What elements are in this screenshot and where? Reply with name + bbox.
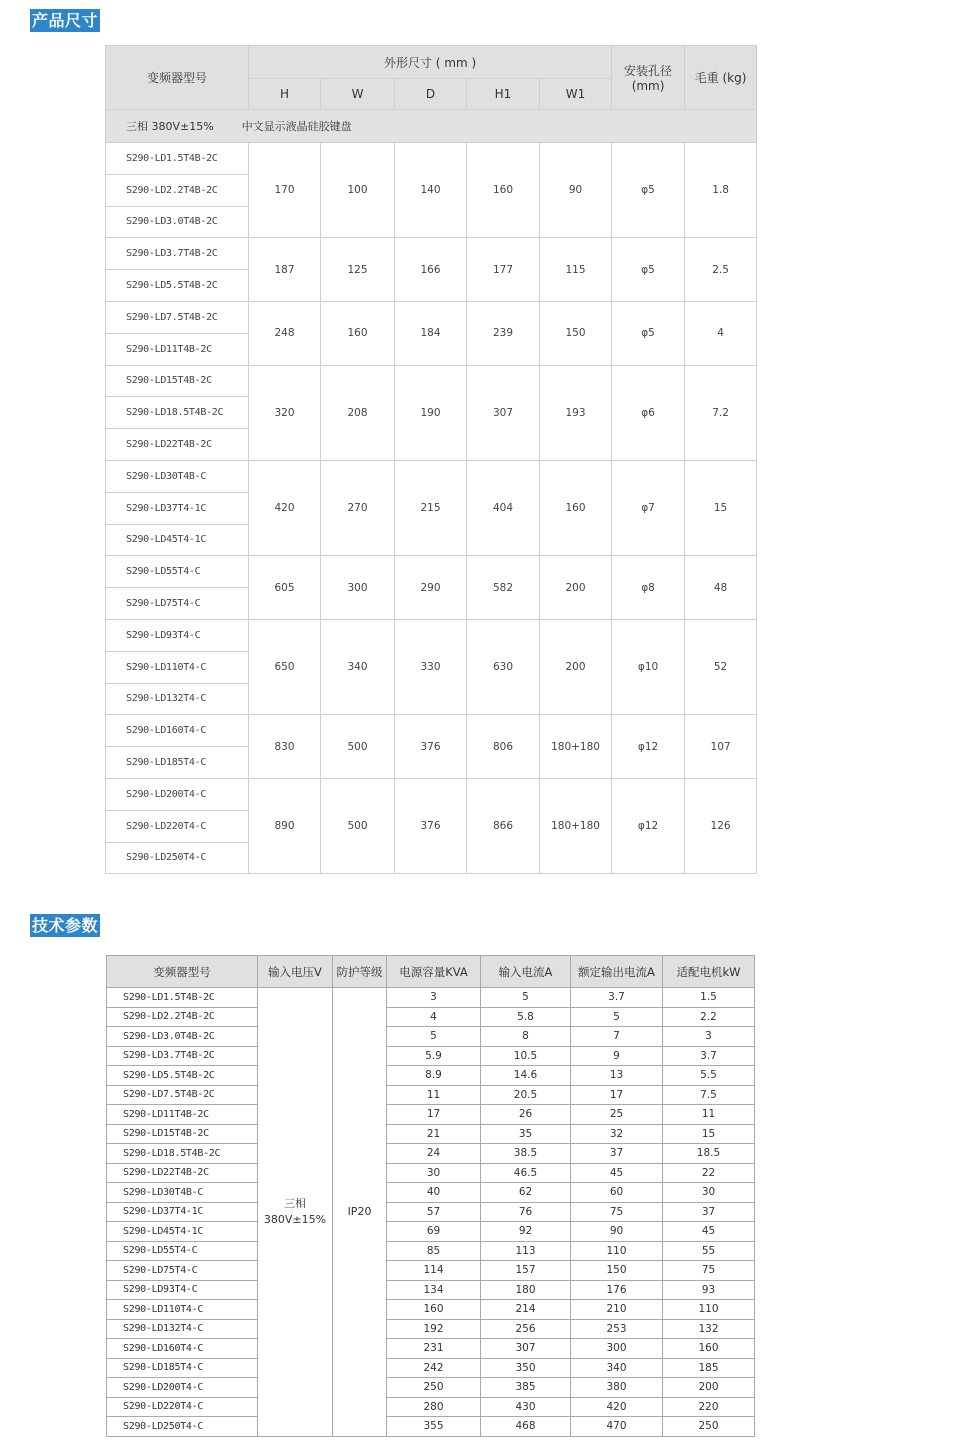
motor-kw-cell: 11 (663, 1105, 755, 1125)
kva-cell: 4 (387, 1007, 481, 1027)
model-cell: S290-LD1.5T4B-2C (107, 988, 258, 1008)
table-row (107, 1105, 755, 1125)
table-row (106, 460, 757, 492)
table-row (107, 1085, 755, 1105)
dim-h-cell: 248 (249, 301, 321, 365)
header-dim-w1: W1 (540, 79, 612, 110)
kva-cell: 30 (387, 1163, 481, 1183)
table-row (107, 1066, 755, 1086)
dim-h1-cell: 239 (467, 301, 540, 365)
kva-cell: 5 (387, 1027, 481, 1047)
dim-h1-cell: 160 (467, 143, 540, 238)
model-cell: S290-LD3.0T4B-2C (106, 206, 249, 238)
model-cell: S290-LD2.2T4B-2C (107, 1007, 258, 1027)
section-title-tech-params: 技术参数 (32, 916, 99, 935)
output-current-cell: 17 (571, 1085, 663, 1105)
input-current-cell: 214 (481, 1300, 571, 1320)
ip-cell: IP20 (333, 988, 387, 1437)
model-cell: S290-LD3.7T4B-2C (106, 238, 249, 270)
table-row (107, 1241, 755, 1261)
motor-kw-cell: 200 (663, 1378, 755, 1398)
table-row (106, 143, 757, 175)
kva-cell: 11 (387, 1085, 481, 1105)
model-cell: S290-LD22T4B-2C (107, 1163, 258, 1183)
tech-header-kva: 电源容量KVA (387, 956, 481, 988)
motor-kw-cell: 110 (663, 1300, 755, 1320)
dim-h-cell: 830 (249, 715, 321, 779)
model-cell: S290-LD30T4B-C (107, 1183, 258, 1203)
input-current-cell: 5 (481, 988, 571, 1008)
dim-w1-cell: 200 (540, 556, 612, 620)
input-current-cell: 62 (481, 1183, 571, 1203)
output-current-cell: 380 (571, 1378, 663, 1398)
output-current-cell: 75 (571, 1202, 663, 1222)
series-desc: 中文显示液晶硅胶键盘 (241, 120, 352, 133)
header-hole (612, 46, 685, 110)
header-dim-h: H (249, 79, 321, 110)
output-current-cell: 7 (571, 1027, 663, 1047)
dim-d-cell: 215 (395, 460, 467, 555)
table-row (107, 1163, 755, 1183)
table-row (106, 556, 757, 588)
dimensions-table (105, 45, 757, 874)
table-row (107, 1124, 755, 1144)
kva-cell: 114 (387, 1261, 481, 1281)
model-cell: S290-LD5.5T4B-2C (106, 270, 249, 302)
model-cell: S290-LD18.5T4B-2C (107, 1144, 258, 1164)
model-cell: S290-LD3.7T4B-2C (107, 1046, 258, 1066)
dim-d-cell: 140 (395, 143, 467, 238)
table-row (106, 715, 757, 747)
weight-cell: 126 (685, 778, 757, 873)
motor-kw-cell: 160 (663, 1339, 755, 1359)
motor-kw-cell: 22 (663, 1163, 755, 1183)
hole-cell: φ5 (612, 143, 685, 238)
hole-cell: φ12 (612, 778, 685, 873)
tech-header-motor-kw: 适配电机kW (663, 956, 755, 988)
motor-kw-cell: 2.2 (663, 1007, 755, 1027)
kva-cell: 8.9 (387, 1066, 481, 1086)
kva-cell: 85 (387, 1241, 481, 1261)
kva-cell: 192 (387, 1319, 481, 1339)
model-cell: S290-LD132T4-C (106, 683, 249, 715)
table-row (107, 1300, 755, 1320)
model-cell: S290-LD5.5T4B-2C (107, 1066, 258, 1086)
kva-cell: 355 (387, 1417, 481, 1437)
output-current-cell: 210 (571, 1300, 663, 1320)
hole-cell: φ12 (612, 715, 685, 779)
kva-cell: 57 (387, 1202, 481, 1222)
model-cell: S290-LD200T4-C (106, 778, 249, 810)
kva-cell: 280 (387, 1397, 481, 1417)
input-current-cell: 430 (481, 1397, 571, 1417)
dim-w1-cell: 90 (540, 143, 612, 238)
dim-d-cell: 184 (395, 301, 467, 365)
table-row (106, 238, 757, 270)
output-current-cell: 32 (571, 1124, 663, 1144)
table-row (107, 1417, 755, 1437)
dim-d-cell: 290 (395, 556, 467, 620)
model-cell: S290-LD55T4-C (107, 1241, 258, 1261)
model-cell: S290-LD37T4-1C (107, 1202, 258, 1222)
table-row (107, 1007, 755, 1027)
input-current-cell: 256 (481, 1319, 571, 1339)
hole-cell: φ6 (612, 365, 685, 460)
model-cell: S290-LD250T4-C (106, 842, 249, 874)
dim-w-cell: 160 (321, 301, 395, 365)
tech-header-input-current: 输入电流A (481, 956, 571, 988)
header-model: 变频器型号 (106, 46, 249, 110)
input-current-cell: 307 (481, 1339, 571, 1359)
output-current-cell: 110 (571, 1241, 663, 1261)
weight-cell: 107 (685, 715, 757, 779)
weight-cell: 15 (685, 460, 757, 555)
dim-w-cell: 300 (321, 556, 395, 620)
table-row (107, 1397, 755, 1417)
table-row (107, 1358, 755, 1378)
model-cell: S290-LD75T4-C (106, 588, 249, 620)
output-current-cell: 90 (571, 1222, 663, 1242)
dim-h1-cell: 582 (467, 556, 540, 620)
model-cell: S290-LD110T4-C (106, 651, 249, 683)
kva-cell: 3 (387, 988, 481, 1008)
model-cell: S290-LD220T4-C (107, 1397, 258, 1417)
tech-header-model: 变频器型号 (107, 956, 258, 988)
table-row (107, 988, 755, 1008)
model-cell: S290-LD22T4B-2C (106, 429, 249, 461)
dim-h1-cell: 404 (467, 460, 540, 555)
input-current-cell: 468 (481, 1417, 571, 1437)
tech-header-output-current: 额定输出电流A (571, 956, 663, 988)
motor-kw-cell: 3 (663, 1027, 755, 1047)
kva-cell: 21 (387, 1124, 481, 1144)
table-row (106, 778, 757, 810)
table-row (107, 1280, 755, 1300)
model-cell: S290-LD45T4-1C (107, 1222, 258, 1242)
output-current-cell: 420 (571, 1397, 663, 1417)
dim-w-cell: 500 (321, 778, 395, 873)
model-cell: S290-LD93T4-C (106, 619, 249, 651)
weight-cell: 4 (685, 301, 757, 365)
model-cell: S290-LD200T4-C (107, 1378, 258, 1398)
weight-cell: 7.2 (685, 365, 757, 460)
motor-kw-cell: 18.5 (663, 1144, 755, 1164)
table-row (106, 619, 757, 651)
output-current-cell: 3.7 (571, 988, 663, 1008)
dim-w-cell: 270 (321, 460, 395, 555)
table-row (107, 1202, 755, 1222)
model-cell: S290-LD45T4-1C (106, 524, 249, 556)
weight-cell: 2.5 (685, 238, 757, 302)
dim-w1-cell: 180+180 (540, 715, 612, 779)
dim-h-cell: 170 (249, 143, 321, 238)
model-cell: S290-LD15T4B-2C (107, 1124, 258, 1144)
tech-header-ip: 防护等级 (333, 956, 387, 988)
output-current-cell: 25 (571, 1105, 663, 1125)
input-current-cell: 157 (481, 1261, 571, 1281)
dim-w-cell: 100 (321, 143, 395, 238)
hole-cell: φ10 (612, 619, 685, 714)
weight-cell: 1.8 (685, 143, 757, 238)
voltage-range: 380V±15% (263, 1212, 327, 1226)
dim-w1-cell: 180+180 (540, 778, 612, 873)
dim-h1-cell: 307 (467, 365, 540, 460)
table-row (107, 1378, 755, 1398)
model-cell: S290-LD110T4-C (107, 1300, 258, 1320)
dim-h-cell: 320 (249, 365, 321, 460)
input-current-cell: 38.5 (481, 1144, 571, 1164)
output-current-cell: 9 (571, 1046, 663, 1066)
dim-h-cell: 605 (249, 556, 321, 620)
dim-h1-cell: 866 (467, 778, 540, 873)
table-row (107, 1046, 755, 1066)
motor-kw-cell: 1.5 (663, 988, 755, 1008)
model-cell: S290-LD93T4-C (107, 1280, 258, 1300)
model-cell: S290-LD75T4-C (107, 1261, 258, 1281)
motor-kw-cell: 5.5 (663, 1066, 755, 1086)
dim-d-cell: 190 (395, 365, 467, 460)
model-cell: S290-LD1.5T4B-2C (106, 143, 249, 175)
series-phase: 三相 380V±15% (126, 120, 214, 133)
table-row (106, 365, 757, 397)
input-current-cell: 35 (481, 1124, 571, 1144)
input-current-cell: 5.8 (481, 1007, 571, 1027)
motor-kw-cell: 250 (663, 1417, 755, 1437)
section-title-dimensions: 产品尺寸 (32, 11, 99, 30)
output-current-cell: 37 (571, 1144, 663, 1164)
dim-w1-cell: 193 (540, 365, 612, 460)
input-current-cell: 8 (481, 1027, 571, 1047)
table-row (107, 1339, 755, 1359)
motor-kw-cell: 75 (663, 1261, 755, 1281)
dim-w1-cell: 115 (540, 238, 612, 302)
output-current-cell: 13 (571, 1066, 663, 1086)
input-current-cell: 46.5 (481, 1163, 571, 1183)
model-cell: S290-LD132T4-C (107, 1319, 258, 1339)
output-current-cell: 470 (571, 1417, 663, 1437)
weight-cell: 48 (685, 556, 757, 620)
dim-h1-cell: 806 (467, 715, 540, 779)
motor-kw-cell: 3.7 (663, 1046, 755, 1066)
dim-w1-cell: 200 (540, 619, 612, 714)
dim-h1-cell: 630 (467, 619, 540, 714)
header-dim-h1: H1 (467, 79, 540, 110)
header-dimensions: 外形尺寸 ( mm ) (249, 46, 612, 79)
series-row (106, 110, 757, 143)
model-cell: S290-LD185T4-C (107, 1358, 258, 1378)
dim-d-cell: 376 (395, 715, 467, 779)
kva-cell: 5.9 (387, 1046, 481, 1066)
dim-w1-cell: 160 (540, 460, 612, 555)
input-current-cell: 10.5 (481, 1046, 571, 1066)
weight-cell: 52 (685, 619, 757, 714)
dim-h1-cell: 177 (467, 238, 540, 302)
kva-cell: 242 (387, 1358, 481, 1378)
model-cell: S290-LD220T4-C (106, 810, 249, 842)
table-row (107, 1183, 755, 1203)
output-current-cell: 340 (571, 1358, 663, 1378)
model-cell: S290-LD7.5T4B-2C (107, 1085, 258, 1105)
model-cell: S290-LD30T4B-C (106, 460, 249, 492)
model-cell: S290-LD7.5T4B-2C (106, 301, 249, 333)
input-current-cell: 20.5 (481, 1085, 571, 1105)
header-dim-w: W (321, 79, 395, 110)
table-row (107, 1027, 755, 1047)
table-row (106, 301, 757, 333)
output-current-cell: 5 (571, 1007, 663, 1027)
header-hole-unit: (mm) (631, 79, 665, 93)
motor-kw-cell: 185 (663, 1358, 755, 1378)
kva-cell: 134 (387, 1280, 481, 1300)
table-row (107, 1144, 755, 1164)
dim-h-cell: 890 (249, 778, 321, 873)
model-cell: S290-LD2.2T4B-2C (106, 174, 249, 206)
model-cell: S290-LD185T4-C (106, 747, 249, 779)
output-current-cell: 45 (571, 1163, 663, 1183)
input-current-cell: 76 (481, 1202, 571, 1222)
header-hole-label: 安装孔径 (624, 64, 673, 78)
output-current-cell: 300 (571, 1339, 663, 1359)
hole-cell: φ7 (612, 460, 685, 555)
motor-kw-cell: 93 (663, 1280, 755, 1300)
output-current-cell: 176 (571, 1280, 663, 1300)
motor-kw-cell: 132 (663, 1319, 755, 1339)
model-cell: S290-LD15T4B-2C (106, 365, 249, 397)
dim-h-cell: 650 (249, 619, 321, 714)
hole-cell: φ5 (612, 238, 685, 302)
voltage-phase: 三相 (284, 1196, 306, 1210)
table-row (107, 1222, 755, 1242)
kva-cell: 160 (387, 1300, 481, 1320)
dim-w-cell: 500 (321, 715, 395, 779)
model-cell: S290-LD11T4B-2C (106, 333, 249, 365)
kva-cell: 69 (387, 1222, 481, 1242)
model-cell: S290-LD3.0T4B-2C (107, 1027, 258, 1047)
table-row (107, 1261, 755, 1281)
kva-cell: 17 (387, 1105, 481, 1125)
motor-kw-cell: 45 (663, 1222, 755, 1242)
input-current-cell: 385 (481, 1378, 571, 1398)
input-current-cell: 14.6 (481, 1066, 571, 1086)
dim-w1-cell: 150 (540, 301, 612, 365)
header-weight: 毛重 (kg) (685, 46, 757, 110)
hole-cell: φ8 (612, 556, 685, 620)
dim-h-cell: 420 (249, 460, 321, 555)
motor-kw-cell: 55 (663, 1241, 755, 1261)
dim-w-cell: 208 (321, 365, 395, 460)
model-cell: S290-LD55T4-C (106, 556, 249, 588)
dim-d-cell: 330 (395, 619, 467, 714)
model-cell: S290-LD37T4-1C (106, 492, 249, 524)
output-current-cell: 150 (571, 1261, 663, 1281)
model-cell: S290-LD160T4-C (106, 715, 249, 747)
input-current-cell: 350 (481, 1358, 571, 1378)
hole-cell: φ5 (612, 301, 685, 365)
output-current-cell: 60 (571, 1183, 663, 1203)
input-current-cell: 92 (481, 1222, 571, 1242)
motor-kw-cell: 37 (663, 1202, 755, 1222)
series-cell (106, 110, 757, 143)
kva-cell: 24 (387, 1144, 481, 1164)
model-cell: S290-LD250T4-C (107, 1417, 258, 1437)
dim-w-cell: 340 (321, 619, 395, 714)
tech-params-table (106, 955, 755, 1437)
kva-cell: 250 (387, 1378, 481, 1398)
output-current-cell: 253 (571, 1319, 663, 1339)
kva-cell: 231 (387, 1339, 481, 1359)
motor-kw-cell: 7.5 (663, 1085, 755, 1105)
dim-d-cell: 376 (395, 778, 467, 873)
model-cell: S290-LD18.5T4B-2C (106, 397, 249, 429)
model-cell: S290-LD11T4B-2C (107, 1105, 258, 1125)
motor-kw-cell: 220 (663, 1397, 755, 1417)
input-current-cell: 26 (481, 1105, 571, 1125)
model-cell: S290-LD160T4-C (107, 1339, 258, 1359)
header-dim-d: D (395, 79, 467, 110)
tech-header-voltage: 输入电压V (258, 956, 333, 988)
input-current-cell: 113 (481, 1241, 571, 1261)
table-row (107, 1319, 755, 1339)
dim-w-cell: 125 (321, 238, 395, 302)
motor-kw-cell: 15 (663, 1124, 755, 1144)
kva-cell: 40 (387, 1183, 481, 1203)
voltage-cell (258, 988, 333, 1437)
motor-kw-cell: 30 (663, 1183, 755, 1203)
dim-h-cell: 187 (249, 238, 321, 302)
dim-d-cell: 166 (395, 238, 467, 302)
input-current-cell: 180 (481, 1280, 571, 1300)
